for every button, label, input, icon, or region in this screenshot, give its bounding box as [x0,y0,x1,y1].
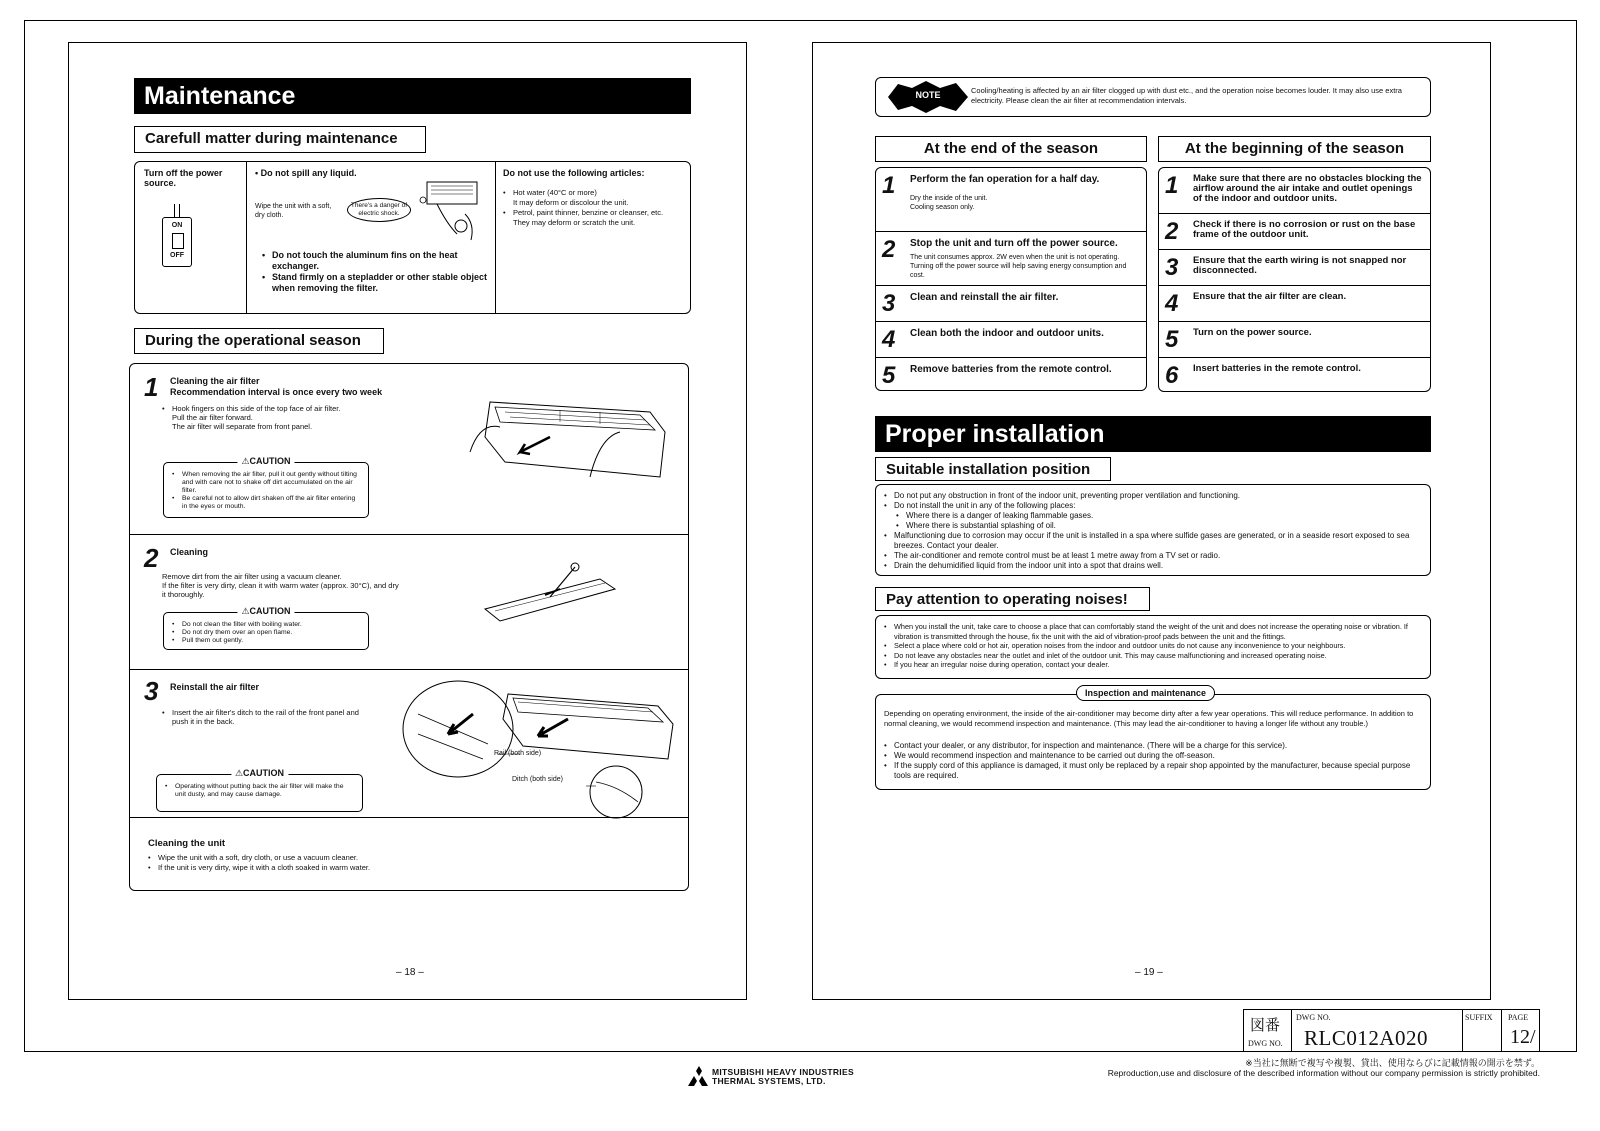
note-text: Cooling/heating is affected by an air filter clogged up with dust etc., and the operation noise becomes louder. It may also use extra electricity. Please clean the air filter at recommendation intervals. [971,86,1402,105]
filter-removal-illustration [460,382,675,492]
noise-heading: Pay attention to operating noises! [875,587,1150,611]
company-name-line2: THERMAL SYSTEMS, LTD. [712,1076,826,1086]
left-page-number: – 18 – [396,967,424,978]
note-box [875,77,1431,117]
three-diamonds-icon [688,1066,710,1086]
dwg-label: DWG NO. [1296,1013,1331,1022]
end-item-2: 2 Stop the unit and turn off the power source. The unit consumes approx. 2W even when the unit is not operating. Turning off the power source will help saving energy consumption and cost. [876,231,1146,285]
cleaning-unit-list: • Wipe the unit with a soft, dry cloth, or use a vacuum cleaner. • If the unit is very dirty, wipe it with a cloth soaked in warm water. [146,853,466,873]
step3-text: • Insert the air filter's ditch to the rail of the front panel and push it in the back. [162,708,359,726]
noise-box [875,615,1431,679]
step1-title: Cleaning the air filter [170,376,260,386]
dwg-label-small: DWG NO. [1248,1039,1283,1048]
position-heading: Suitable installation position [875,457,1111,481]
dwg-number: RLC012A020 [1304,1026,1429,1050]
end-season-heading: At the end of the season [875,136,1147,162]
left-page [68,42,747,1000]
ditch-label: Ditch (both side) [512,776,563,783]
articles-list: • Hot water (40°C or more) It may deform or discolour the unit. • Petrol, paint thinner, benzine or cleanser, etc. They may deform or scratch the unit. [501,188,686,228]
begin-item-5: 5 Turn on the power source. [1159,321,1430,357]
operational-heading: During the operational season [134,328,384,354]
suffix-label: SUFFIX [1465,1013,1493,1022]
inspection-list: • Contact your dealer, or any distributor, for inspection and maintenance. (There will be a charge for this service). • We would recommend inspection and maintenance to be carried out during the off-season. • If the supply cord of this appliance is damaged, it must only be replaced by a repair shop appointed by the manufacturer, because special purpose tools are required. [882,741,1422,781]
position-list: • Do not put any obstruction in front of the indoor unit, preventing proper ventilation and functioning. • Do not install the unit in any of the following places: • Where there is a danger of leaking flammable gases. • Where there is substantial splashing of oil. • Malfunctioning due to corrosion may occur if the unit is installed in a spa where sulfide gases are generated, or in a seaside resort exposed to sea breezes. Contact your dealer. • The air-conditioner and remote control must be at least 1 metre away from a TV set or radio. • Drain the dehumidified liquid from the indoor unit into a spot that drains well. [882,491,1422,571]
articles-title: Do not use the following articles: [503,168,645,178]
careful-table [134,161,691,314]
operational-box [129,363,689,891]
right-page [812,42,1491,1000]
step3-caution: ⚠CAUTION • Operating without putting back the air filter will make the unit dusty, and may cause damage. [156,774,363,812]
position-box [875,484,1431,576]
step1-subtitle: Recommendation interval is once every two week [170,387,383,397]
page-label: PAGE [1508,1013,1529,1022]
note-badge-label: NOTE [915,90,941,100]
company-name-line1: MITSUBISHI HEAVY INDUSTRIES [712,1067,854,1077]
shock-bubble: There's a danger of electric shock. [347,198,411,222]
step1-caution: ⚠CAUTION • When removing the air filter, pull it out gently without tilting and with care not to shake off dirt accumulated on the air filter. • Be careful not to allow dirt shaken off the air filter entering in the eyes or mouth. [163,462,369,518]
company-logo [688,1066,888,1088]
end-item-1: 1 Perform the fan operation for a half day. Dry the inside of the unit. Cooling season only. [882,172,1100,211]
begin-item-6: 6 Insert batteries in the remote control. [1159,357,1430,392]
cleaning-unit-title: Cleaning the unit [148,838,226,849]
no-liquid-label: • Do not spill any liquid. [255,168,357,178]
noise-list: • When you install the unit, take care to choose a place that can comfortably stand the weight of the unit and does not increase the operating noise or vibration. If vibration is transmitted through the house, fix the unit with the aid of vibration-proof pads between the unit and the fittings. • Select a place where cold or hot air, operation noises from the indoor and outdoor units do not cause any inconvenience to your neighbours. • Do not leave any obstacles near the outlet and inlet of the outdoor unit. This may cause malfunctioning and increased operating noise. • If you hear an irregular noise during operation, contact your dealer. [882,622,1422,670]
careful-warnings: • Do not touch the aluminum fins on the heat exchanger. • Stand firmly on a stepladder or other stable object when removing the filter. [260,250,488,294]
step2-number: 2 [144,543,159,573]
power-switch-icon: ON OFF [162,217,192,267]
vacuum-cleaning-illustration [480,559,630,639]
dwg-kanji: 図番 [1250,1016,1281,1034]
rail-label: Rail (both side) [494,750,542,757]
begin-season-heading: At the beginning of the season [1158,136,1431,162]
step2-text: Remove dirt from the air filter using a vacuum cleaner. If the filter is very dirty, clean it with warm water (approx. 30°C), and dry it thoroughly. [162,572,399,599]
begin-item-1: 1 Make sure that there are no obstacles blocking the airflow around the air intake and outlet openings of the indoor and outdoor units. [1165,172,1422,204]
wipe-text: Wipe the unit with a soft, dry cloth. [255,203,332,219]
begin-season-box [1158,167,1431,392]
right-page-number: – 19 – [1135,967,1163,978]
notice-en: Reproduction,use and disclosure of the described information without our company permission is strictly prohibited. [1107,1068,1540,1078]
step3-number: 3 [144,676,159,706]
step3-title: Reinstall the air filter [170,682,260,692]
begin-item-2: 2 Check if there is no corrosion or rust on the base frame of the outdoor unit. [1159,213,1430,249]
begin-item-3: 3 Ensure that the earth wiring is not snapped nor disconnected. [1159,249,1430,285]
power-off-label: Turn off the power source. [144,168,223,188]
step2-title: Cleaning [170,547,209,557]
notice-jp: ※当社に無断で複写や複製、貸出、使用ならびに記載情報の開示を禁ず。 [1245,1058,1540,1068]
dwg-title-block [1243,1009,1540,1051]
inspection-box [875,688,1431,790]
end-item-4: 4 Clean both the indoor and outdoor units. [876,321,1146,357]
step1-text: • Hook fingers on this side of the top face of air filter. Pull the air filter forward. The air filter will separate from front panel. [162,404,341,431]
end-item-5: 5 Remove batteries from the remote control. [876,357,1146,391]
step2-caution: ⚠CAUTION • Do not clean the filter with boiling water. • Do not dry them over an open flame. • Pull them out gently. [163,612,369,650]
begin-item-4: 4 Ensure that the air filter are clean. [1159,285,1430,321]
careful-heading: Carefull matter during maintenance [134,126,426,153]
step1-number: 1 [144,372,159,402]
end-season-box [875,167,1147,391]
wiping-illustration [417,174,491,246]
page-value: 12/ [1510,1026,1536,1048]
inspection-intro: Depending on operating environment, the inside of the air-conditioner may become dirty after a few year operations. This will reduce performance. In addition to normal cleaning, we would recommend inspection and maintenance. (This may lead the air-conditioner to having a longer life without any trouble.) [884,709,1414,728]
end-item-3: 3 Clean and reinstall the air filter. [876,285,1146,321]
installation-title: Proper installation [875,416,1431,452]
maintenance-title: Maintenance [134,78,691,114]
reinstall-filter-illustration [398,674,683,819]
inspection-title: Inspection and maintenance [1076,685,1215,701]
